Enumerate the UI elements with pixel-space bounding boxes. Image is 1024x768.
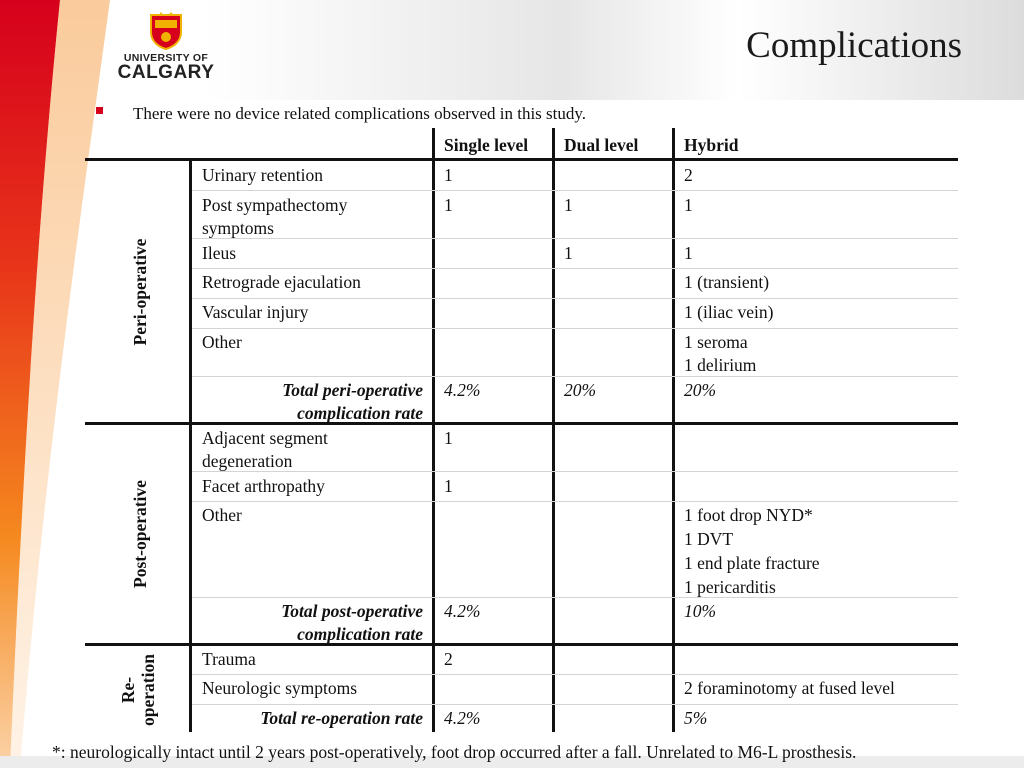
row-label: Other xyxy=(202,332,242,352)
section-rule xyxy=(85,422,958,425)
row-gridline xyxy=(192,704,958,705)
header-single-level: Single level xyxy=(444,135,529,155)
intro-text: There were no device related complications observed in this study. xyxy=(133,104,587,123)
row-label: symptoms xyxy=(202,218,274,238)
row-label: Neurologic symptoms xyxy=(202,678,358,698)
cell-hybrid: 1 (iliac vein) xyxy=(684,302,774,322)
row-label: Retrograde ejaculation xyxy=(202,272,361,292)
cell-single: 2 xyxy=(444,649,453,669)
cell-single: 1 xyxy=(444,195,453,215)
total-label: Total peri-operative xyxy=(282,380,423,400)
cell-dual: 1 xyxy=(564,195,573,215)
section-label-re-operation-line1: Re- xyxy=(118,676,138,704)
row-gridline xyxy=(192,501,958,502)
total-label: complication rate xyxy=(297,624,423,644)
logo-line-2: CALGARY xyxy=(117,62,215,83)
cell-hybrid: 2 xyxy=(684,165,693,185)
total-label: complication rate xyxy=(297,403,423,423)
cell-hybrid: 1 end plate fracture xyxy=(684,553,820,573)
cell-single: 1 xyxy=(444,165,453,185)
row-gridline xyxy=(192,674,958,675)
column-divider-line xyxy=(672,128,675,732)
cell-hybrid: 1 DVT xyxy=(684,529,734,549)
total-label: Total re-operation rate xyxy=(260,708,423,728)
row-label: Other xyxy=(202,505,242,525)
row-gridline xyxy=(192,190,958,191)
row-gridline xyxy=(192,328,958,329)
total-single: 4.2% xyxy=(444,380,481,400)
row-gridline xyxy=(192,238,958,239)
row-gridline xyxy=(192,597,958,598)
row-gridline xyxy=(192,298,958,299)
total-hybrid: 20% xyxy=(684,380,717,400)
row-label: Adjacent segment xyxy=(202,428,328,448)
cell-single: 1 xyxy=(444,476,453,496)
header-rule xyxy=(85,158,958,161)
row-label: Post sympathectomy xyxy=(202,195,348,215)
header-dual-level: Dual level xyxy=(564,135,639,155)
row-label: Facet arthropathy xyxy=(202,476,325,496)
cell-hybrid: 1 delirium xyxy=(684,355,757,375)
row-label: Ileus xyxy=(202,243,237,263)
cell-hybrid: 1 xyxy=(684,195,693,215)
row-label: Urinary retention xyxy=(202,165,323,185)
section-label-post-operative: Post-operative xyxy=(130,480,150,588)
row-label: Vascular injury xyxy=(202,302,309,322)
section-label-re-operation-line2: operation xyxy=(138,654,158,726)
total-hybrid: 10% xyxy=(684,601,717,621)
section-divider-line xyxy=(189,160,192,732)
section-rule xyxy=(85,643,958,646)
section-label-re-operation xyxy=(118,654,158,726)
cell-single: 1 xyxy=(444,428,453,448)
total-label: Total post-operative xyxy=(281,601,423,621)
cell-hybrid: 1 foot drop NYD* xyxy=(684,505,813,525)
header-hybrid: Hybrid xyxy=(684,135,739,155)
total-dual: 20% xyxy=(564,380,597,400)
footnote: *: neurologically intact until 2 years post-operatively, foot drop occurred after a fall. Unrelated to M6-L prosthesis. xyxy=(52,742,857,762)
cell-hybrid: 2 foraminotomy at fused level xyxy=(684,678,895,698)
total-hybrid: 5% xyxy=(684,708,708,728)
logo-line-1: UNIVERSITY OF xyxy=(123,52,209,64)
row-gridline xyxy=(192,376,958,377)
row-gridline xyxy=(192,268,958,269)
slide-title: Complications xyxy=(746,25,962,66)
cell-hybrid: 1 (transient) xyxy=(684,272,770,292)
cell-dual: 1 xyxy=(564,243,573,263)
row-label: degeneration xyxy=(202,451,293,471)
total-single: 4.2% xyxy=(444,708,481,728)
section-label-peri-operative: Peri-operative xyxy=(130,238,150,346)
column-divider-line xyxy=(432,128,435,732)
row-gridline xyxy=(192,471,958,472)
cell-hybrid: 1 xyxy=(684,243,693,263)
cell-hybrid: 1 seroma xyxy=(684,332,748,352)
total-single: 4.2% xyxy=(444,601,481,621)
cell-hybrid: 1 pericarditis xyxy=(684,577,776,597)
row-label: Trauma xyxy=(202,649,256,669)
column-divider-line xyxy=(552,128,555,732)
